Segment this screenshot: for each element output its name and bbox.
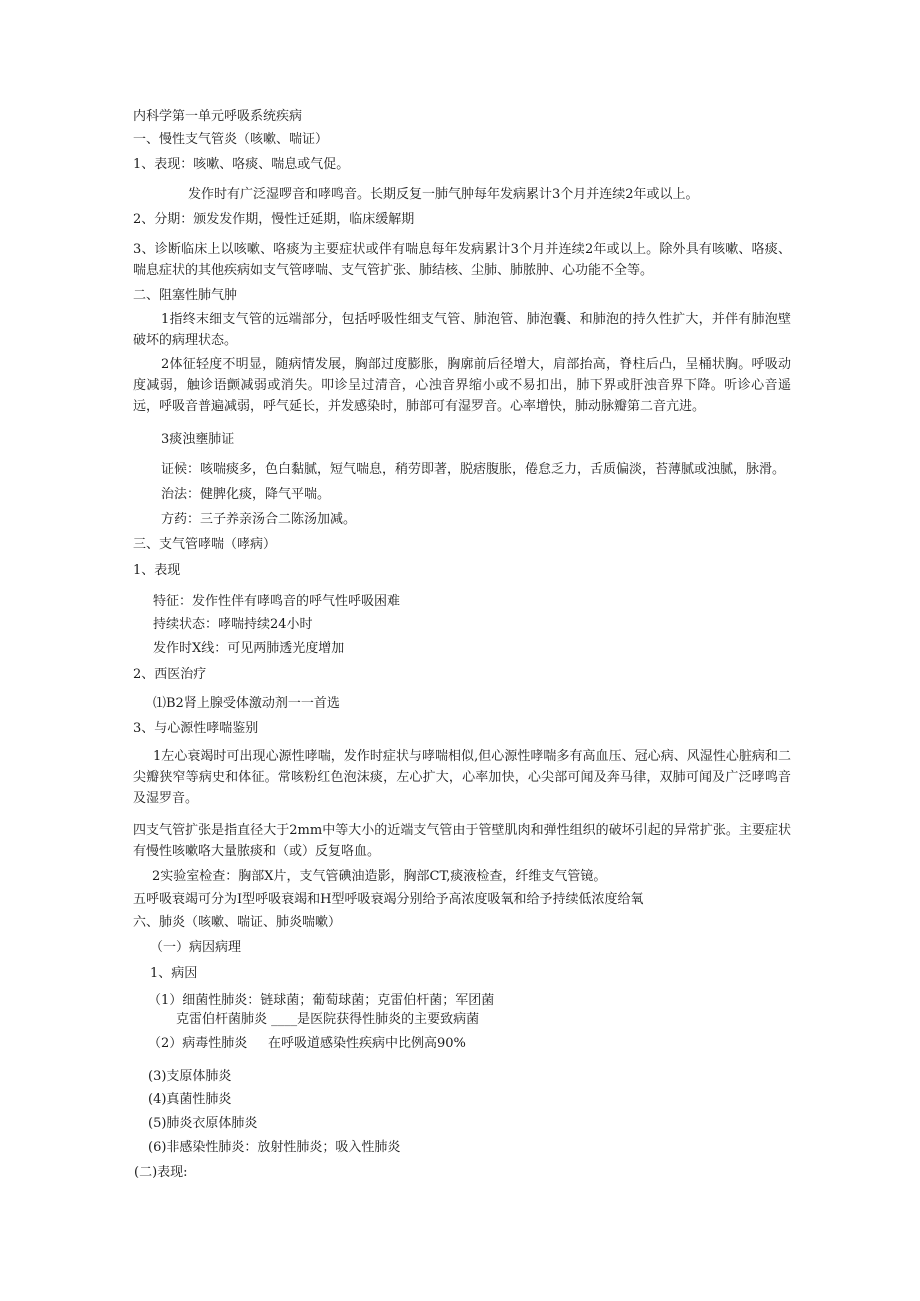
noninfectious-pneumonia: (6)非感染性肺炎：放射性肺炎；吸入性肺炎 [148, 1140, 401, 1155]
cardiac-asthma-difference: 1左心衰竭时可出现心源性哮喘，发作时症状与哮喘相似,但心源性哮喘多有高血压、冠心病、风湿性心脏病和二尖瓣狭窄等病史和体征。常咳粉红色泡沫痰，左心扩大，心率加快，心尖部可闻及奔马律，双肺可闻及广泛哮鸣音及湿罗音。 [133, 749, 791, 806]
asthma-xray: 发作时X线：可见两肺透光度增加 [153, 641, 345, 656]
treatment-method: 治法：健脾化痰，降气平喘。 [161, 487, 331, 502]
bacterial-pneumonia: （1）细菌性肺炎：链球菌；葡萄球菌；克雷伯杆菌；军团菌 [148, 993, 495, 1008]
section-4-paragraph-2: 2实验室检查：胸部X片，支气管碘油造影，胸部CT,痰液检查，纤维支气管镜。 [152, 869, 607, 884]
section-1-heading: 一、慢性支气管炎（咳嗽、喘证） [133, 132, 329, 147]
syndrome-symptoms: 证候：咳喘痰多，色白黏腻，短气喘息，稍劳即著，脱痞腹胀，倦怠乏力，舌质偏淡，苔薄腻或浊腻，脉滑。 [161, 462, 786, 477]
section-6-subheading-1: （一）病因病理 [150, 940, 242, 955]
asthma-treatment-1: ⑴B2肾上腺受体激动剂一一首选 [153, 696, 340, 711]
section-4-paragraph-1: 四支气管扩张是指直径大于2mm中等大小的近端支气管由于管壁肌肉和弹性组织的破坏引起的异常扩张。主要症状有慢性咳嗽咯大量脓痰和（或）反复咯血。 [133, 823, 791, 859]
section-2-paragraph-3: 3痰浊壅肺证 [161, 432, 235, 447]
viral-pneumonia: （2）病毒性肺炎 [148, 1036, 248, 1051]
section-3-heading: 三、支气管哮喘（哮病） [133, 537, 277, 552]
section-1-item-2: 2、分期：颁发发作期，慢性迁延期，临床缓解期 [133, 212, 415, 227]
section-1-item-3: 3、诊断临床上以咳嗽、咯痰为主要症状或伴有喘息每年发病累计3个月并连续2年或以上。除外具有咳嗽、咯痰、喘息症状的其他疾病如支气管哮喘、支气管扩张、肺结核、尘肺、肺脓肿、心功能不全等。 [133, 242, 791, 278]
section-3-item-3: 3、与心源性哮喘鉴别 [133, 721, 259, 736]
bacterial-pneumonia-note: 克雷伯杆菌肺炎 ____是医院获得性肺炎的主要致病菌 [176, 1012, 480, 1027]
viral-pneumonia-note: 在呼吸道感染性疾病中比例高90% [268, 1036, 466, 1051]
section-1-item-1: 1、表现：咳嗽、咯痰、喘息或气促。 [133, 157, 350, 172]
asthma-feature: 特征：发作性伴有哮鸣音的呼气性呼吸困难 [153, 594, 401, 609]
chlamydia-pneumonia: (5)肺炎衣原体肺炎 [148, 1116, 258, 1131]
section-3-item-1: 1、表现 [133, 563, 181, 578]
document-title: 内科学第一单元呼吸系统疾病 [133, 109, 303, 124]
section-6-item-1: 1、病因 [150, 966, 198, 981]
prescription: 方药：三子养亲汤合二陈汤加减。 [161, 512, 357, 527]
section-5-paragraph-1: 五呼吸衰竭可分为I型呼吸衰竭和H型呼吸衰竭分别给予高浓度吸氧和给予持续低浓度给氧 [133, 892, 644, 907]
section-2-paragraph-1: 1指终末细支气管的远端部分，包括呼吸性细支气管、肺泡管、肺泡囊、和肺泡的持久性扩大，并伴有肺泡壁破坏的病理状态。 [133, 312, 791, 348]
section-6-heading: 六、肺炎（咳嗽、喘证、肺炎喘嗽） [133, 915, 342, 930]
section-6-subheading-2: (二)表现: [134, 1165, 188, 1180]
asthma-status: 持续状态：哮喘持续24小时 [153, 617, 313, 632]
section-2-paragraph-2: 2体征轻度不明显，随病情发展，胸部过度膨胀，胸廓前后径增大，肩部抬高，脊柱后凸，呈桶状胸。呼吸动度减弱，触诊语颤减弱或消失。叩诊呈过清音，心浊音界缩小或不易扣出，肺下界或肝浊音界下降。听诊心音遥远，呼吸音普遍减弱，呼气延长，并发感染时，肺部可有湿罗音。心率增快，肺动脉瓣第二音亢进。 [133, 357, 791, 414]
section-1-item-1-detail: 发作时有广泛湿啰音和哮鸣音。长期反复一肺气肿每年发病累计3个月并连续2年或以上。 [188, 187, 699, 202]
section-3-item-2: 2、西医治疗 [133, 667, 207, 682]
fungal-pneumonia: (4)真菌性肺炎 [148, 1092, 232, 1107]
mycoplasma-pneumonia: (3)支原体肺炎 [148, 1069, 232, 1084]
section-2-heading: 二、阻塞性肺气肿 [133, 288, 238, 303]
